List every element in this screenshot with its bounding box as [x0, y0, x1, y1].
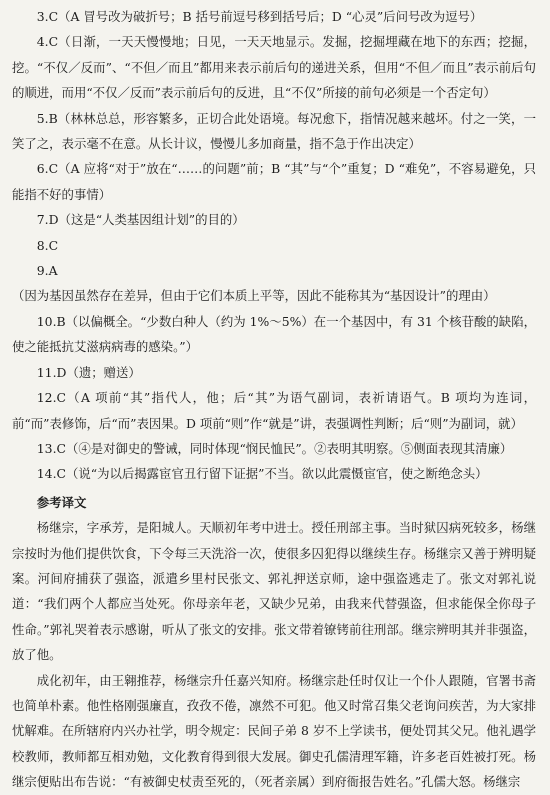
answer-explanation: （A 冒号改为破折号；B 括号前逗号移到括号后；D “心灵”后问号改为逗号） [58, 9, 483, 24]
answer-number: 3.C [36, 9, 59, 24]
answer-explanation: （因为基因虽然存在差异，但由于它们本质上平等，因此不能称其为“基因设计”的理由） [12, 288, 496, 304]
translation-section [12, 490, 536, 795]
answer-explanation: （A 应将“对于”放在“……的问题”前；B “其”与“个”重复；D “难免”，不容易避免，只能指不好的事情） [12, 161, 536, 202]
answer-number: 7.D [36, 212, 59, 228]
answer-number: 12.C [36, 390, 66, 406]
answer-explanation: （说“为以后揭露宦官丑行留下证据”不当。欲以此震慑宦官，使之断绝念头） [65, 466, 488, 482]
answer-item [12, 233, 536, 258]
answer-number: 14.C [36, 466, 66, 482]
answer-explanation: （日渐，一天天慢慢地；日见，一天天地显示。发掘，挖掘埋藏在地下的东西；挖掘，挖。“不仅／反而”、“不但／而且”都用来表示前后句的递进关系，但用“不但／而且”表示前后句的顺进，而用“不仅／反而”表示前后句的反进，且“不仅”所接的前句必须是一个否定句） [12, 34, 536, 101]
answer-list [12, 4, 536, 487]
answer-number: 10.B [36, 313, 66, 329]
answer-number: 4.C [36, 34, 59, 50]
answer-item [12, 436, 536, 461]
answer-item [12, 461, 536, 486]
answer-item [12, 360, 536, 385]
answer-number: 8.C [36, 237, 59, 253]
answer-item [12, 258, 536, 309]
answer-number: 11.D [36, 364, 67, 380]
answer-explanation: （林林总总，形容繁多，正切合此处语境。每况愈下，指情况越来越坏。付之一笑，一笑了之，表示毫不在意。从长计议，慢慢儿多加商量，指不急于作出决定） [12, 110, 536, 152]
answer-item [12, 156, 536, 207]
answer-explanation: （以偏概全。“少数白种人（约为 1%～5%）在一个基因中，有 31 个核苷酸的缺陷，使之能抵抗艾滋病病毒的感染。”） [12, 313, 536, 355]
answer-explanation: （这是“人类基因组计划”的目的） [58, 212, 245, 228]
answer-item [12, 4, 536, 29]
answer-explanation: （A 项前“其”指代人，他；后“其”为语气副词，表祈请语气。B 项均为连词，前“而”表修饰，后“而”表因果。D 项前“则”作“就是”讲，表强调性判断；后“则”为副词，就） [12, 390, 536, 431]
answer-explanation: （④是对御史的警诫，同时体现“悯民恤民”。②表明其明察。⑤侧面表现其清廉） [65, 440, 513, 456]
answer-item [12, 106, 536, 157]
answer-number: 13.C [36, 440, 66, 456]
section-heading: 参考译文 [36, 494, 87, 510]
answer-item [12, 29, 536, 105]
answer-item [12, 207, 536, 232]
answer-item [12, 309, 536, 360]
answer-explanation: （遗；赠送） [66, 364, 141, 380]
answer-number: 9.A [36, 263, 58, 279]
translation-paragraph: 成化初年，由王翱推荐，杨继宗升任嘉兴知府。杨继宗赴任时仅让一个仆人跟随，官署书斋也简单朴素。他性格刚强廉直，孜孜不倦，凛然不可犯。他又时常召集父老询问疾苦，为大家排忧解难。在所辖府内兴办社学，明令规定：民间子弟 8 岁不上学读书，便处罚其父兄。他礼遇学校教师，教师都互相劝勉，文化教育得到很大发展。御史孔儒清理军籍，许多老百姓被打死。杨继宗便贴出布告说：“有被御史杖责至死的，（死者亲属）到府衙报告姓名。”孔儒大怒。杨继宗 [12, 672, 536, 790]
answer-item [12, 385, 536, 436]
translation-paragraph: 杨继宗，字承芳，是阳城人。天顺初年考中进士。授任刑部主事。当时狱囚病死较多，杨继宗按时为他们提供饮食，下令每三天洗浴一次，使很多囚犯得以继续生存。杨继宗又善于辨明疑案。河间府捕获了强盗，派遣乡里村民张文、郭礼押送京师，途中强盗逃走了。张文对郭礼说道：“我们两个人都应当处死。你母亲年老，又缺少兄弟，由我来代替强盗，但求能保全你母子性命。”郭礼哭着表示感谢，听从了张文的安排。张文带着镣铐前往刑部。继宗辨明其并非强盗，放了他。 [12, 520, 536, 663]
answer-number: 6.C [36, 161, 59, 177]
answer-number: 5.B [36, 110, 58, 126]
